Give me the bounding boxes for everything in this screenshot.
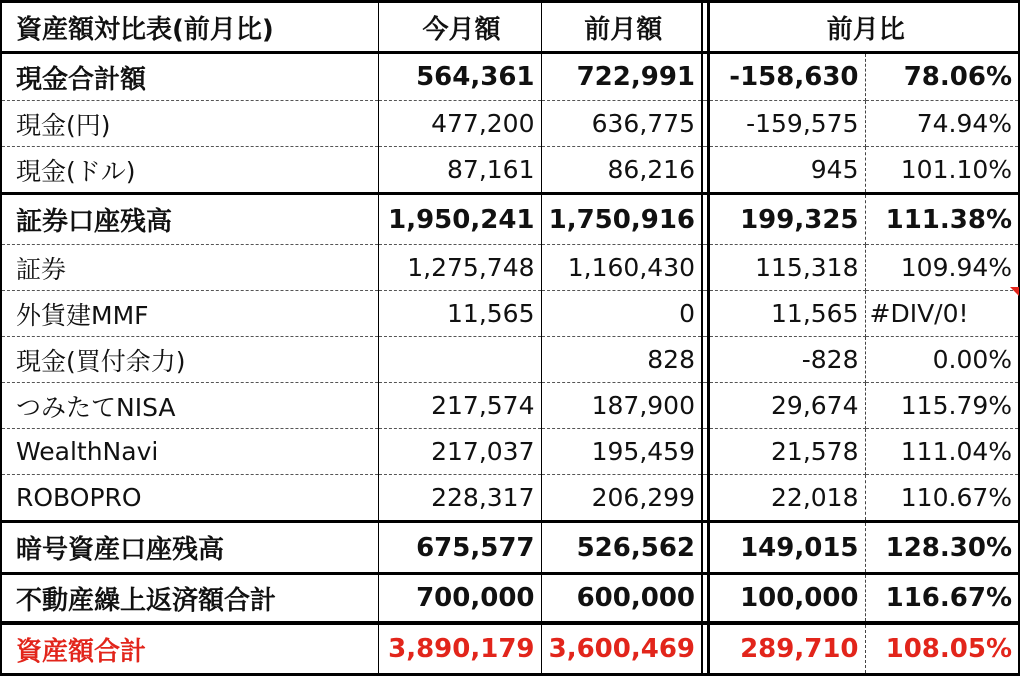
cell-diff[interactable]: 115,318 xyxy=(708,245,865,291)
cell-previous[interactable]: 187,900 xyxy=(541,383,702,429)
cell-previous[interactable]: 600,000 xyxy=(541,574,702,624)
table-row-cash-yen xyxy=(1,101,1019,147)
header-previous-month[interactable]: 前月額 xyxy=(541,2,702,53)
cell-diff[interactable]: -828 xyxy=(708,337,865,383)
cell-diff[interactable]: 199,325 xyxy=(708,194,865,245)
table-row-robopro xyxy=(1,475,1019,522)
table-row-securities-total xyxy=(1,194,1019,245)
cell-current[interactable]: 11,565 xyxy=(378,291,541,337)
table-row-foreign-mmf xyxy=(1,291,1019,337)
row-label[interactable]: 現金(ドル) xyxy=(1,147,378,194)
cell-ratio[interactable]: 0.00% xyxy=(865,337,1019,383)
cell-current[interactable]: 3,890,179 xyxy=(378,623,541,675)
header-current-month[interactable]: 今月額 xyxy=(378,2,541,53)
cell-current[interactable]: 675,577 xyxy=(378,522,541,574)
row-label[interactable]: 暗号資産口座残高 xyxy=(1,522,378,574)
cell-previous[interactable]: 195,459 xyxy=(541,429,702,475)
cell-diff[interactable]: -158,630 xyxy=(708,53,865,101)
cell-current[interactable]: 1,950,241 xyxy=(378,194,541,245)
header-row xyxy=(1,2,1019,53)
cell-ratio[interactable]: 109.94% xyxy=(865,245,1019,291)
cell-ratio[interactable]: 108.05% xyxy=(865,623,1019,675)
row-label[interactable]: ROBOPRO xyxy=(1,475,378,522)
table-row-securities xyxy=(1,245,1019,291)
row-label[interactable]: WealthNavi xyxy=(1,429,378,475)
cell-diff[interactable]: 29,674 xyxy=(708,383,865,429)
cell-current[interactable]: 477,200 xyxy=(378,101,541,147)
row-label[interactable]: つみたてNISA xyxy=(1,383,378,429)
cell-previous[interactable]: 1,160,430 xyxy=(541,245,702,291)
cell-previous[interactable]: 828 xyxy=(541,337,702,383)
cell-diff[interactable]: 11,565 xyxy=(708,291,865,337)
table-row-grand-total xyxy=(1,623,1019,675)
table-row-real-estate-prepayment xyxy=(1,574,1019,624)
table-row-wealthnavi xyxy=(1,429,1019,475)
cell-ratio[interactable]: 74.94% xyxy=(865,101,1019,147)
cell-ratio[interactable]: 101.10% xyxy=(865,147,1019,194)
cell-ratio-error[interactable]: #DIV/0! xyxy=(865,291,1019,337)
cell-diff[interactable]: 22,018 xyxy=(708,475,865,522)
cell-current[interactable]: 1,275,748 xyxy=(378,245,541,291)
table-row-cash-dollar xyxy=(1,147,1019,194)
cell-previous[interactable]: 636,775 xyxy=(541,101,702,147)
cell-ratio[interactable]: 110.67% xyxy=(865,475,1019,522)
cell-previous[interactable]: 86,216 xyxy=(541,147,702,194)
cell-diff[interactable]: 21,578 xyxy=(708,429,865,475)
cell-ratio[interactable]: 128.30% xyxy=(865,522,1019,574)
cell-diff[interactable]: -159,575 xyxy=(708,101,865,147)
cell-previous[interactable]: 526,562 xyxy=(541,522,702,574)
cell-previous[interactable]: 1,750,916 xyxy=(541,194,702,245)
cell-diff[interactable]: 149,015 xyxy=(708,522,865,574)
cell-ratio[interactable]: 111.38% xyxy=(865,194,1019,245)
cell-current[interactable] xyxy=(378,337,541,383)
cell-current[interactable]: 217,574 xyxy=(378,383,541,429)
error-indicator-icon xyxy=(1010,287,1019,296)
cell-diff[interactable]: 945 xyxy=(708,147,865,194)
table-row-crypto-total xyxy=(1,522,1019,574)
cell-diff[interactable]: 100,000 xyxy=(708,574,865,624)
row-label[interactable]: 現金(買付余力) xyxy=(1,337,378,383)
cell-diff[interactable]: 289,710 xyxy=(708,623,865,675)
cell-current[interactable]: 87,161 xyxy=(378,147,541,194)
cell-current[interactable]: 228,317 xyxy=(378,475,541,522)
row-label[interactable]: 現金合計額 xyxy=(1,53,378,101)
table-row-cash-total xyxy=(1,53,1019,101)
cell-previous[interactable]: 0 xyxy=(541,291,702,337)
cell-previous[interactable]: 206,299 xyxy=(541,475,702,522)
row-label[interactable]: 証券 xyxy=(1,245,378,291)
cell-previous[interactable]: 3,600,469 xyxy=(541,623,702,675)
row-label[interactable]: 外貨建MMF xyxy=(1,291,378,337)
cell-current[interactable]: 217,037 xyxy=(378,429,541,475)
table-row-tsumitate-nisa xyxy=(1,383,1019,429)
row-label[interactable]: 資産額合計 xyxy=(1,623,378,675)
table-title[interactable]: 資産額対比表(前月比) xyxy=(1,2,378,53)
cell-ratio[interactable]: 115.79% xyxy=(865,383,1019,429)
cell-ratio[interactable]: 111.04% xyxy=(865,429,1019,475)
row-label[interactable]: 不動産繰上返済額合計 xyxy=(1,574,378,624)
cell-current[interactable]: 700,000 xyxy=(378,574,541,624)
row-label[interactable]: 現金(円) xyxy=(1,101,378,147)
table-row-buying-power xyxy=(1,337,1019,383)
cell-ratio[interactable]: 116.67% xyxy=(865,574,1019,624)
row-label[interactable]: 証券口座残高 xyxy=(1,194,378,245)
header-month-over-month[interactable]: 前月比 xyxy=(708,2,1019,53)
cell-current[interactable]: 564,361 xyxy=(378,53,541,101)
cell-ratio[interactable]: 78.06% xyxy=(865,53,1019,101)
cell-previous[interactable]: 722,991 xyxy=(541,53,702,101)
